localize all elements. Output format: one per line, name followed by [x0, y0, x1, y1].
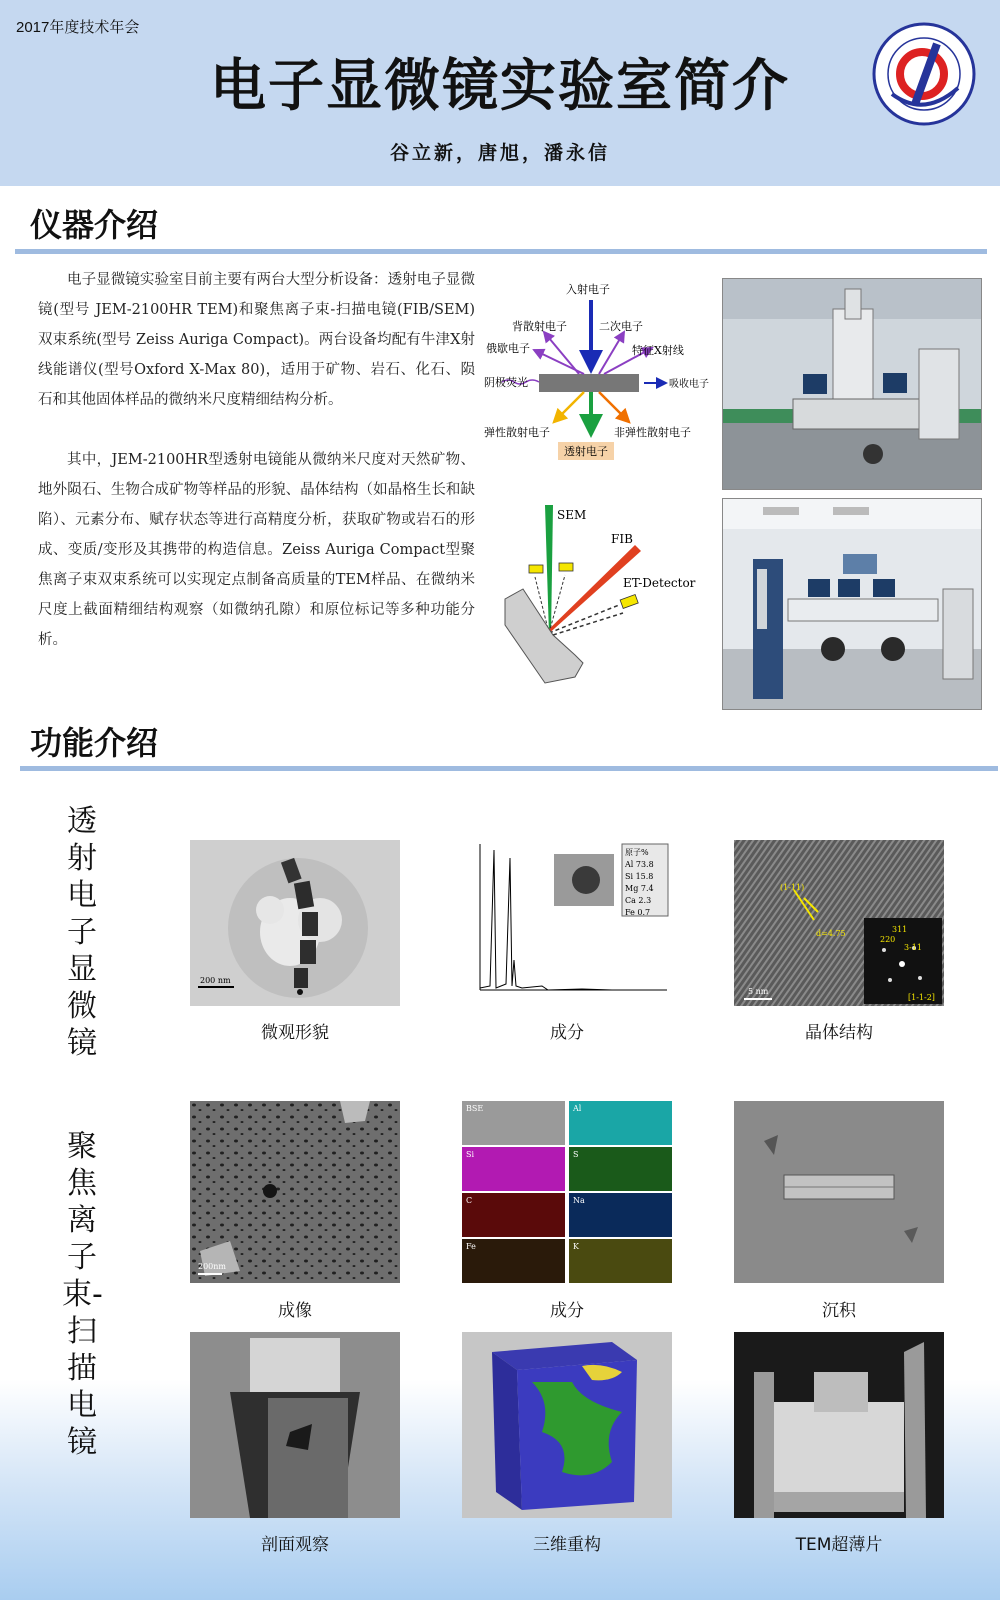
event-name: 2017年度技术年会 — [16, 19, 140, 36]
svg-text:5 nm: 5 nm — [748, 987, 769, 996]
tem-morphology-image — [190, 840, 400, 1006]
fib-sem-diagram — [505, 505, 700, 690]
caption-fib-2: 成分 — [550, 1301, 584, 1321]
svg-text:d=4.75: d=4.75 — [816, 929, 846, 938]
tem-vertical-title: 透射电子显微镜 — [67, 804, 97, 1061]
svg-text:K: K — [573, 1242, 579, 1251]
svg-text:Ca 2.3: Ca 2.3 — [625, 896, 652, 905]
label-sem: SEM — [557, 508, 587, 522]
label-xray: 特征X射线 — [632, 344, 684, 357]
caption-tem-3: 晶体结构 — [805, 1023, 873, 1043]
caption-fib-4: 剖面观察 — [261, 1535, 329, 1555]
section-heading-functions: 功能介绍 — [30, 724, 159, 762]
caption-fib-3: 沉积 — [822, 1301, 856, 1321]
svg-text:Na: Na — [573, 1196, 585, 1205]
electron-signal-diagram — [484, 282, 709, 472]
svg-text:Mg 7.4: Mg 7.4 — [625, 884, 654, 893]
svg-text:Al: Al — [573, 1104, 582, 1113]
label-incident: 入射电子 — [566, 283, 610, 296]
svg-text:Fe 0.7: Fe 0.7 — [625, 908, 651, 917]
sem-column — [545, 505, 553, 635]
label-transmitted: 透射电子 — [564, 445, 608, 458]
deposition-image — [734, 1101, 944, 1283]
svg-text:220: 220 — [880, 935, 896, 944]
svg-text:[1-1-2]: [1-1-2] — [908, 993, 935, 1002]
specimen — [539, 374, 639, 392]
paragraph-2: 其中，JEM-2100HR型透射电镜能从微纳米尺度对天然矿物、地外陨石、生物合成矿物等样品的形貌、晶体结构（如晶格生长和缺陷）、元素分布、赋存状态等进行高精度分析，获取矿物或岩石的形成、变质/变形及其携带的构造信息。Zeiss Auriga Compact型聚焦离子束双束系统可以实现定点制备高质量的TEM样品、在微纳米尺度上截面精细结构观察（如微纳孔隙）和原位标记等多种功能分析。 — [38, 452, 475, 648]
authors: 谷立新，唐旭，潘永信 — [389, 142, 610, 164]
fib-lab-photo — [722, 498, 982, 710]
svg-text:200nm: 200nm — [198, 1262, 227, 1271]
tem-lab-photo — [722, 278, 982, 490]
label-fib: FIB — [611, 532, 633, 546]
cross-section-image — [190, 1332, 400, 1518]
section-rule — [15, 249, 987, 254]
label-cathodo: 阴极荧光 — [484, 376, 528, 389]
scale-bar-label: 200 nm — [200, 976, 231, 985]
svg-text:原子%: 原子% — [625, 848, 649, 857]
sem-imaging-image — [190, 1101, 400, 1283]
svg-text:Fe: Fe — [466, 1242, 476, 1251]
svg-text:Si: Si — [466, 1150, 475, 1159]
tem-lamella-image — [734, 1332, 944, 1518]
label-inelastic: 非弹性散射电子 — [614, 426, 691, 439]
caption-tem-1: 微观形貌 — [261, 1023, 329, 1043]
svg-text:Si 15.8: Si 15.8 — [625, 872, 654, 881]
lattice-image — [734, 840, 944, 1006]
caption-tem-2: 成分 — [550, 1023, 584, 1043]
svg-text:311: 311 — [892, 925, 908, 934]
svg-text:BSE: BSE — [466, 1104, 484, 1113]
caption-fib-6: TEM超薄片 — [795, 1535, 883, 1555]
eds-mapping-image — [462, 1101, 672, 1283]
label-secondary: 二次电子 — [599, 320, 643, 333]
svg-text:C: C — [466, 1196, 473, 1205]
3d-reconstruction-image — [462, 1332, 672, 1518]
label-auger: 俄歇电子 — [486, 342, 530, 355]
label-backscatter: 背散射电子 — [512, 320, 567, 333]
label-elastic: 弹性散射电子 — [484, 426, 550, 439]
fib-beam — [543, 545, 641, 637]
svg-text:3-11: 3-11 — [904, 943, 922, 952]
paragraph-1: 电子显微镜实验室目前主要有两台大型分析设备：透射电子显微镜(型号 JEM-2100HR TEM)和聚焦离子束-扫描电镜(FIB/SEM)双束系统(型号 Zeiss Auriga Compact)。两台设备均配有牛津X射线能谱仪(型号Oxford X-Max 80)，适用于矿物、岩石、化石、陨石和其他固体样品的微纳米尺度精细结构分析。 — [38, 272, 475, 408]
label-detector: ET-Detector — [623, 576, 696, 590]
poster-header — [0, 0, 1000, 186]
svg-text:S: S — [573, 1150, 579, 1159]
section-heading-instruments: 仪器介绍 — [30, 206, 159, 244]
institute-logo — [872, 22, 976, 126]
svg-text:Al 73.8: Al 73.8 — [625, 860, 654, 869]
poster-title: 电子显微镜实验室简介 — [210, 54, 790, 119]
section-rule — [20, 766, 998, 771]
fib-vertical-title: 聚焦离子束-扫描电镜 — [62, 1129, 103, 1460]
caption-fib-1: 成像 — [278, 1301, 312, 1321]
label-absorbed: 吸收电子 — [669, 379, 709, 390]
instrument-description — [38, 265, 475, 655]
eds-spectrum-image — [462, 840, 672, 1006]
svg-text:(1-11): (1-11) — [780, 883, 805, 892]
caption-fib-5: 三维重构 — [533, 1535, 601, 1555]
